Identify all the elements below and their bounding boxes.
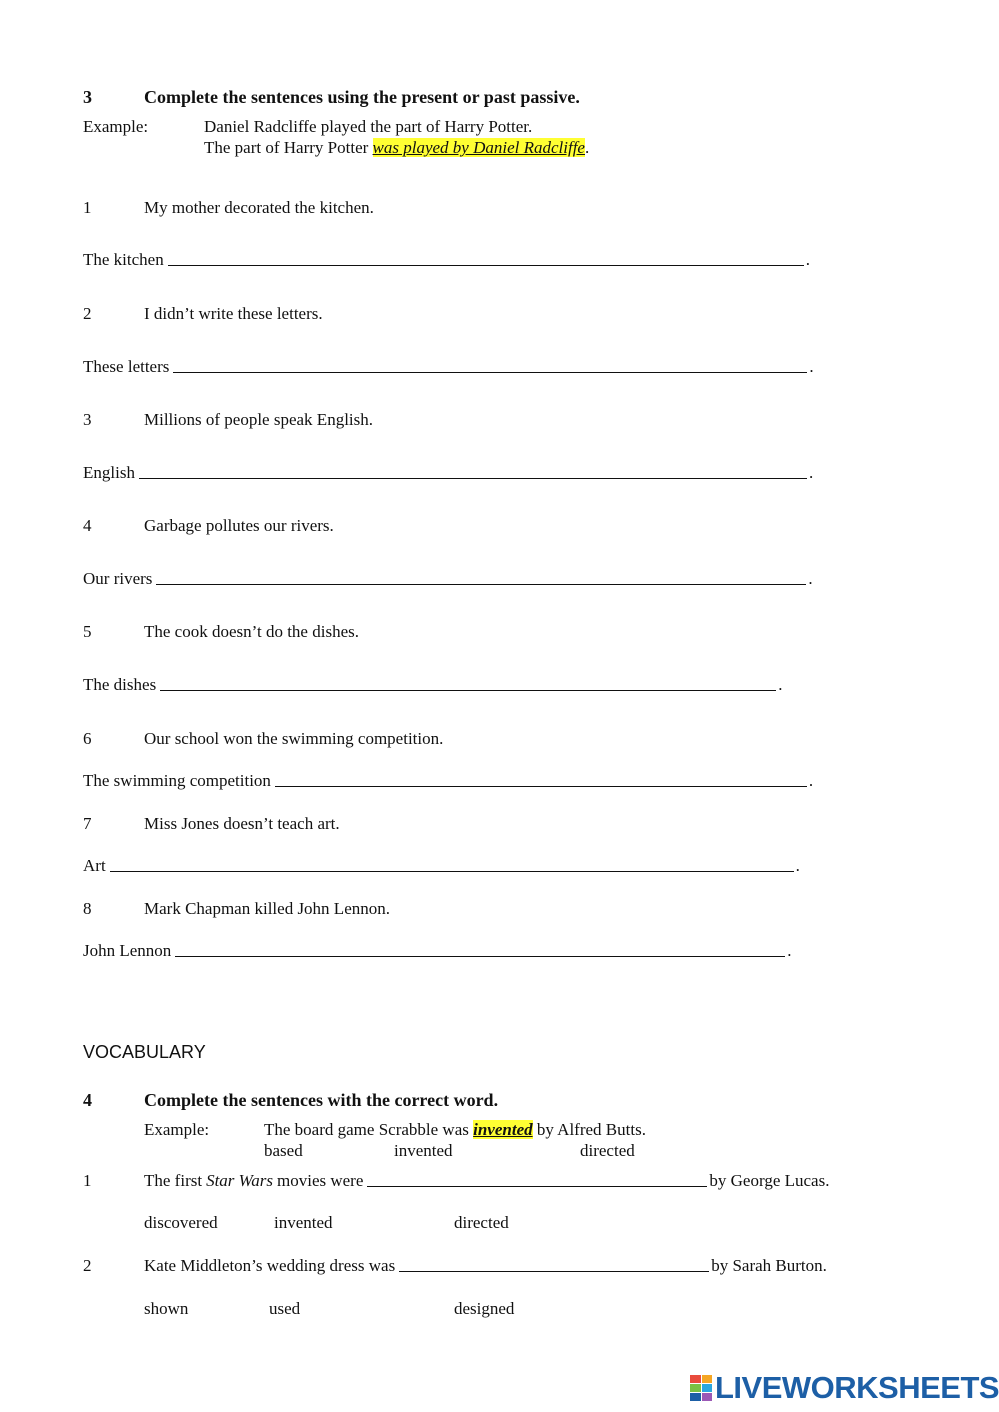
word-option: directed bbox=[454, 1213, 509, 1232]
item-number: 3 bbox=[83, 410, 92, 429]
answer-blank[interactable] bbox=[168, 250, 804, 266]
logo-square bbox=[702, 1393, 713, 1401]
item-number: 5 bbox=[83, 622, 92, 641]
word-option: directed bbox=[580, 1141, 635, 1160]
answer-end: . bbox=[808, 771, 814, 790]
item-number: 6 bbox=[83, 729, 92, 748]
word-option: invented bbox=[274, 1213, 333, 1232]
exercise-4-number: 4 bbox=[83, 1090, 92, 1110]
vocabulary-heading: VOCABULARY bbox=[83, 1042, 206, 1062]
vocab-example-sentence bbox=[264, 1120, 646, 1140]
word-option: invented bbox=[394, 1141, 453, 1160]
vocab-item-middle: movies were bbox=[277, 1171, 364, 1190]
vocab-example-suffix: by Alfred Butts. bbox=[532, 1120, 646, 1139]
item-sentence: Mark Chapman killed John Lennon. bbox=[144, 899, 390, 918]
vocab-example-answer: invented bbox=[473, 1120, 533, 1139]
example-line-2 bbox=[204, 138, 589, 158]
liveworksheets-logo bbox=[690, 1372, 999, 1404]
item-sentence: Our school won the swimming competition. bbox=[144, 729, 444, 748]
answer-row bbox=[83, 569, 813, 589]
item-sentence: My mother decorated the kitchen. bbox=[144, 198, 374, 217]
answer-prompt: John Lennon bbox=[83, 941, 172, 960]
answer-row bbox=[83, 250, 810, 270]
answer-blank[interactable] bbox=[275, 771, 807, 787]
vocab-item-number: 1 bbox=[83, 1171, 92, 1190]
example-line-1: Daniel Radcliffe played the part of Harry Potter. bbox=[204, 117, 533, 136]
answer-prompt: Art bbox=[83, 856, 106, 875]
exercise-3-instruction: Complete the sentences using the present or past passive. bbox=[144, 87, 580, 107]
answer-prompt: The swimming competition bbox=[83, 771, 271, 790]
answer-blank[interactable] bbox=[110, 856, 794, 872]
movie-title: Star Wars bbox=[206, 1171, 273, 1190]
answer-end: . bbox=[808, 463, 814, 482]
item-number: 4 bbox=[83, 516, 92, 535]
answer-blank[interactable] bbox=[156, 569, 806, 585]
answer-end: . bbox=[787, 941, 792, 960]
item-sentence: The cook doesn’t do the dishes. bbox=[144, 622, 359, 641]
vocab-item-prefix: Kate Middleton’s wedding dress was bbox=[144, 1256, 396, 1275]
vocab-example-prefix: The board game Scrabble was bbox=[264, 1120, 474, 1139]
answer-prompt: Our rivers bbox=[83, 569, 153, 588]
example-answer: was played by Daniel Radcliffe bbox=[372, 138, 585, 157]
vocab-item-prefix: The first bbox=[144, 1171, 203, 1190]
logo-square bbox=[690, 1393, 701, 1401]
answer-blank[interactable] bbox=[173, 357, 807, 373]
answer-row bbox=[83, 675, 782, 695]
word-option: discovered bbox=[144, 1213, 218, 1232]
answer-blank[interactable] bbox=[160, 675, 776, 691]
item-number: 2 bbox=[83, 304, 92, 323]
item-number: 8 bbox=[83, 899, 92, 918]
answer-end: . bbox=[795, 856, 800, 875]
vocab-example-label: Example: bbox=[144, 1120, 210, 1139]
answer-end: . bbox=[809, 357, 814, 376]
answer-prompt: The dishes bbox=[83, 675, 157, 694]
logo-text: LIVEWORKSHEETS bbox=[715, 1370, 999, 1405]
word-option: designed bbox=[454, 1299, 515, 1318]
answer-row bbox=[83, 357, 814, 377]
example-label: Example: bbox=[83, 117, 149, 136]
word-option: used bbox=[269, 1299, 301, 1318]
logo-square bbox=[702, 1375, 713, 1383]
logo-square bbox=[690, 1384, 701, 1392]
vocab-item-number: 2 bbox=[83, 1256, 92, 1275]
logo-icon bbox=[690, 1375, 712, 1401]
vocab-item-sentence bbox=[144, 1171, 829, 1191]
answer-prompt: These letters bbox=[83, 357, 170, 376]
item-sentence: Millions of people speak English. bbox=[144, 410, 374, 429]
exercise-4-instruction: Complete the sentences with the correct word. bbox=[144, 1090, 499, 1110]
word-option: based bbox=[264, 1141, 303, 1160]
answer-end: . bbox=[805, 250, 810, 269]
answer-blank[interactable] bbox=[139, 463, 807, 479]
answer-row bbox=[83, 771, 813, 791]
logo-square bbox=[702, 1384, 713, 1392]
answer-end: . bbox=[808, 569, 813, 588]
answer-prompt: The kitchen bbox=[83, 250, 164, 269]
word-option: shown bbox=[144, 1299, 189, 1318]
vocab-answer-blank[interactable] bbox=[367, 1171, 707, 1187]
example-line-2-suffix: . bbox=[584, 138, 590, 157]
answer-blank[interactable] bbox=[175, 941, 785, 957]
item-sentence: Garbage pollutes our rivers. bbox=[144, 516, 334, 535]
answer-row bbox=[83, 463, 813, 483]
logo-square bbox=[690, 1375, 701, 1383]
exercise-3-number: 3 bbox=[83, 87, 92, 107]
answer-prompt: English bbox=[83, 463, 135, 482]
item-sentence: I didn’t write these letters. bbox=[144, 304, 323, 323]
item-number: 7 bbox=[83, 814, 92, 833]
answer-row bbox=[83, 941, 792, 961]
item-sentence: Miss Jones doesn’t teach art. bbox=[144, 814, 340, 833]
item-number: 1 bbox=[83, 198, 92, 217]
answer-end: . bbox=[778, 675, 783, 694]
answer-row bbox=[83, 856, 800, 876]
vocab-answer-blank[interactable] bbox=[399, 1256, 709, 1272]
vocab-item-suffix: by Sarah Burton. bbox=[711, 1256, 827, 1275]
vocab-item-suffix: by George Lucas. bbox=[709, 1171, 830, 1190]
example-line-2-prefix: The part of Harry Potter bbox=[204, 138, 373, 157]
vocab-item-sentence bbox=[144, 1256, 827, 1276]
